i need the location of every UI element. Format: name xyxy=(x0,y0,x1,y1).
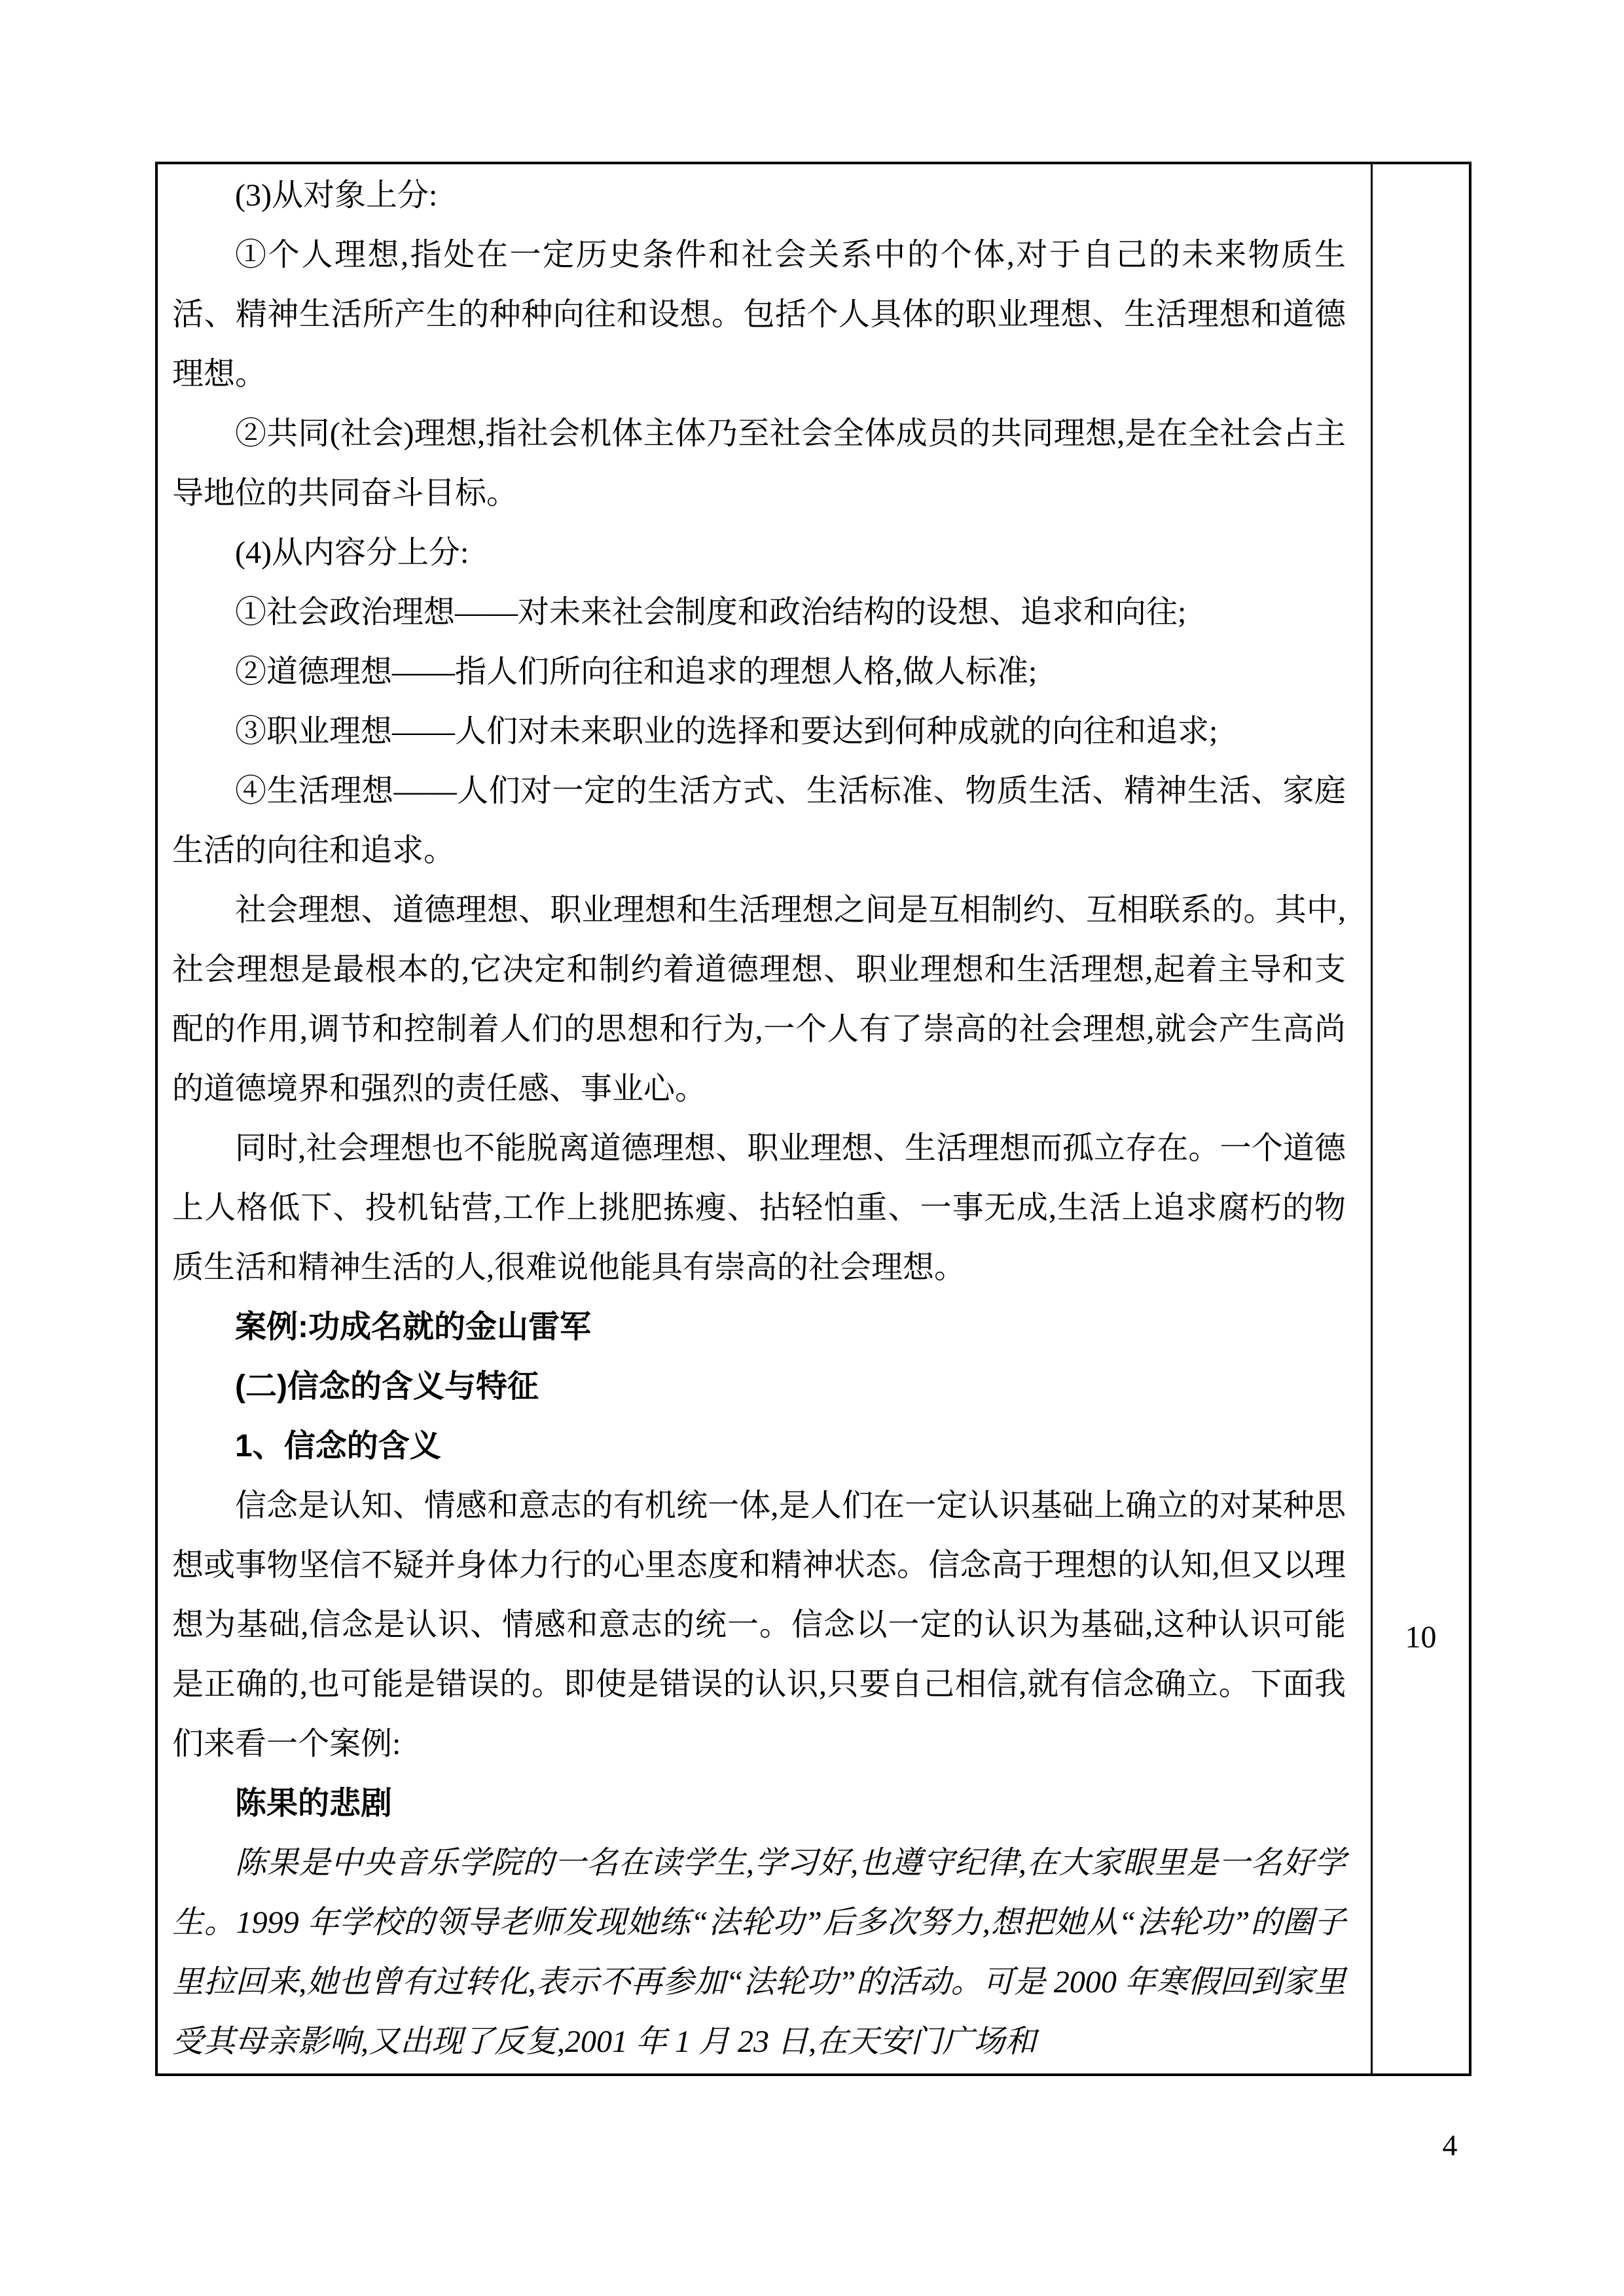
body-paragraph: ①社会政治理想——对未来社会制度和政治结构的设想、追求和向往; xyxy=(235,595,1187,630)
body-paragraph: ④生活理想——人们对一定的生活方式、生活标准、物质生活、精神生活、家庭生活的向往和追求。 xyxy=(172,774,1346,868)
body-paragraph: ②道德理想——指人们所向往和追求的理想人格,做人标准; xyxy=(235,655,1038,689)
heading-paragraph: 1、信念的含义 xyxy=(235,1429,441,1463)
page-number: 4 xyxy=(1442,2128,1458,2162)
body-paragraph: ②共同(社会)理想,指社会机体主体乃至社会全体成员的共同理想,是在全社会占主导地位的共同奋斗目标。 xyxy=(172,416,1346,511)
body-paragraph: 陈果是中央音乐学院的一名在读学生,学习好,也遵守纪律,在大家眼里是一名好学生。1999 年学校的领导老师发现她练“法轮功”后多次努力,想把她从“法轮功”的圈子里拉回来,她也曾有过转化,表示不再参加“法轮功”的活动。可是 2000 年寒假回到家里受其母亲影响,又出现了反复,2001 年 1 月 23 日,在天安门广场和 xyxy=(172,1846,1346,2059)
body-paragraph: ①个人理想,指处在一定历史条件和社会关系中的个体,对于自己的未来物质生活、精神生活所产生的种种向往和设想。包括个人具体的职业理想、生活理想和道德理想。 xyxy=(172,238,1346,391)
body-paragraph: (3)从对象上分: xyxy=(235,178,438,213)
body-paragraph: (4)从内容分上分: xyxy=(235,535,469,570)
body-paragraph: 信念是认知、情感和意志的有机统一体,是人们在一定认识基础上确立的对某种思想或事物坚信不疑并身体力行的心里态度和精神状态。信念高于理想的认知,但又以理想为基础,信念是认识、情感和意志的统一。信念以一定的认识为基础,这种认识可能是正确的,也可能是错误的。即使是错误的认识,只要自己相信,就有信念确立。下面我们来看一个案例: xyxy=(172,1488,1346,1761)
heading-paragraph: 案例:功成名就的金山雷军 xyxy=(235,1310,591,1344)
heading-paragraph: 陈果的悲剧 xyxy=(235,1786,393,1821)
heading-paragraph: (二)信念的含义与特征 xyxy=(235,1369,539,1404)
body-paragraph: ③职业理想——人们对未来职业的选择和要达到何种成就的向往和追求; xyxy=(235,714,1218,749)
time-allocation-value: 10 xyxy=(1405,1620,1437,1655)
content-cell xyxy=(158,164,1373,2073)
lesson-plan-table xyxy=(155,162,1471,2076)
body-paragraph: 同时,社会理想也不能脱离道德理想、职业理想、生活理想而孤立存在。一个道德上人格低下、投机钻营,工作上挑肥拣瘦、拈轻怕重、一事无成,生活上追求腐朽的物质生活和精神生活的人,很难说他能具有崇高的社会理想。 xyxy=(172,1131,1346,1285)
body-paragraph: 社会理想、道德理想、职业理想和生活理想之间是互相制约、互相联系的。其中,社会理想是最根本的,它决定和制约着道德理想、职业理想和生活理想,起着主导和支配的作用,调节和控制着人们的思想和行为,一个人有了崇高的社会理想,就会产生高尚的道德境界和强烈的责任感、事业心。 xyxy=(172,893,1346,1106)
time-allocation-cell xyxy=(1373,164,1469,2073)
